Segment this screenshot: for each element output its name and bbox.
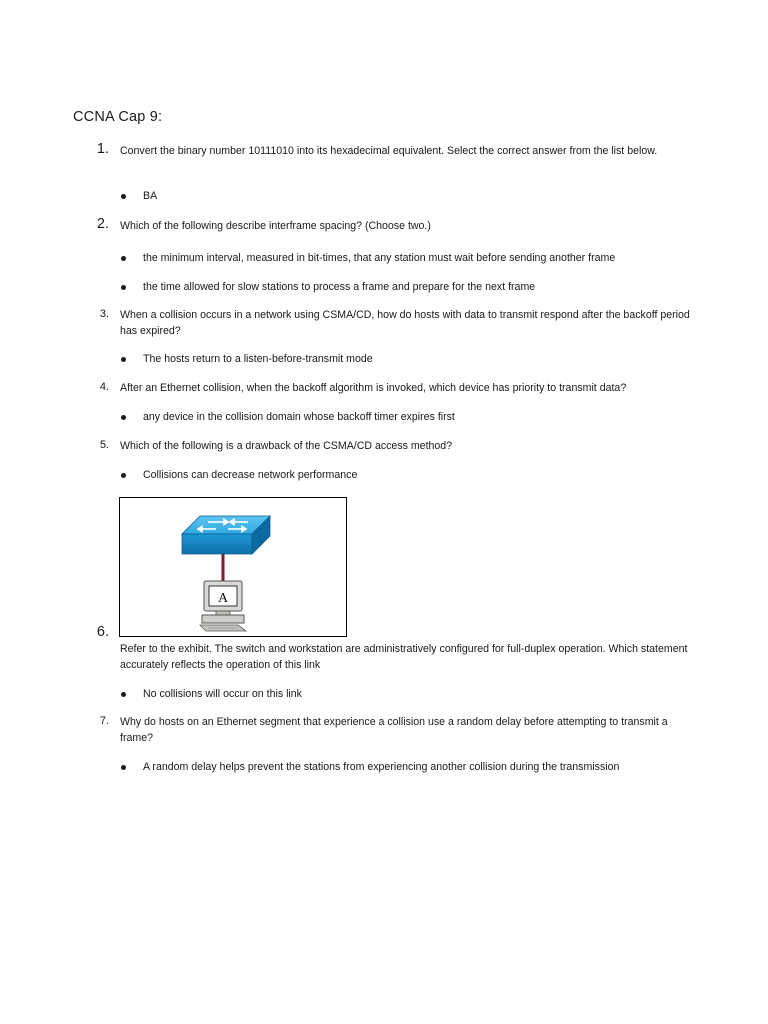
answer-item [0, 467, 768, 483]
answer-item [0, 759, 768, 775]
bullet-icon [121, 357, 126, 362]
network-diagram [120, 498, 346, 636]
bullet-icon [121, 285, 126, 290]
question-text: Refer to the exhibit. The switch and workstation are administratively configured for full-duplex operation. Which statement accurately reflects the operation of this link [120, 643, 688, 671]
answer-item [0, 279, 768, 295]
answer-text: BA [143, 190, 158, 202]
question-number: 5. [99, 439, 109, 451]
question-number: 2. [96, 216, 109, 232]
answer-text: A random delay helps prevent the stations from experiencing another collision during the transmission [143, 761, 620, 773]
question-number: 6. [96, 624, 109, 640]
answer-item [0, 250, 768, 266]
question-text: Which of the following is a drawback of the CSMA/CD access method? [120, 440, 453, 452]
answer-text: Collisions can decrease network performance [143, 469, 358, 481]
answer-item [0, 409, 768, 425]
workstation-icon [200, 581, 246, 631]
question-number: 4. [99, 381, 109, 393]
question-text: When a collision occurs in a network using CSMA/CD, how do hosts with data to transmit respond after the backoff period has expired? [120, 309, 690, 337]
question-text: Which of the following describe interframe spacing? (Choose two.) [120, 220, 431, 232]
bullet-icon [121, 692, 126, 697]
question-number: 1. [96, 141, 109, 157]
answer-item [0, 351, 768, 367]
answer-text: the time allowed for slow stations to process a frame and prepare for the next frame [143, 281, 536, 293]
bullet-icon [121, 415, 126, 420]
answer-text: The hosts return to a listen-before-transmit mode [143, 353, 373, 365]
answer-text: No collisions will occur on this link [143, 688, 302, 700]
question-number: 3. [99, 308, 109, 320]
answer-text: the minimum interval, measured in bit-times, that any station must wait before sending another frame [143, 252, 616, 264]
question-text: Convert the binary number 10111010 into its hexadecimal equivalent. Select the correct answer from the list below. [120, 145, 658, 157]
bullet-icon [121, 256, 126, 261]
exhibit-image [119, 497, 347, 637]
bullet-icon [121, 765, 126, 770]
answer-text: any device in the collision domain whose backoff timer expires first [143, 411, 455, 423]
question-number: 7. [99, 715, 109, 727]
question-text: After an Ethernet collision, when the backoff algorithm is invoked, which device has priority to transmit data? [120, 382, 627, 394]
answer-item [0, 686, 768, 702]
document-title: CCNA Cap 9: [73, 109, 163, 125]
question-text: Why do hosts on an Ethernet segment that experience a collision use a random delay before attempting to transmit a frame? [120, 716, 668, 744]
bullet-icon [121, 194, 126, 199]
bullet-icon [121, 473, 126, 478]
switch-icon [182, 516, 270, 554]
answer-item [0, 188, 768, 204]
workstation-label: A [217, 591, 229, 606]
